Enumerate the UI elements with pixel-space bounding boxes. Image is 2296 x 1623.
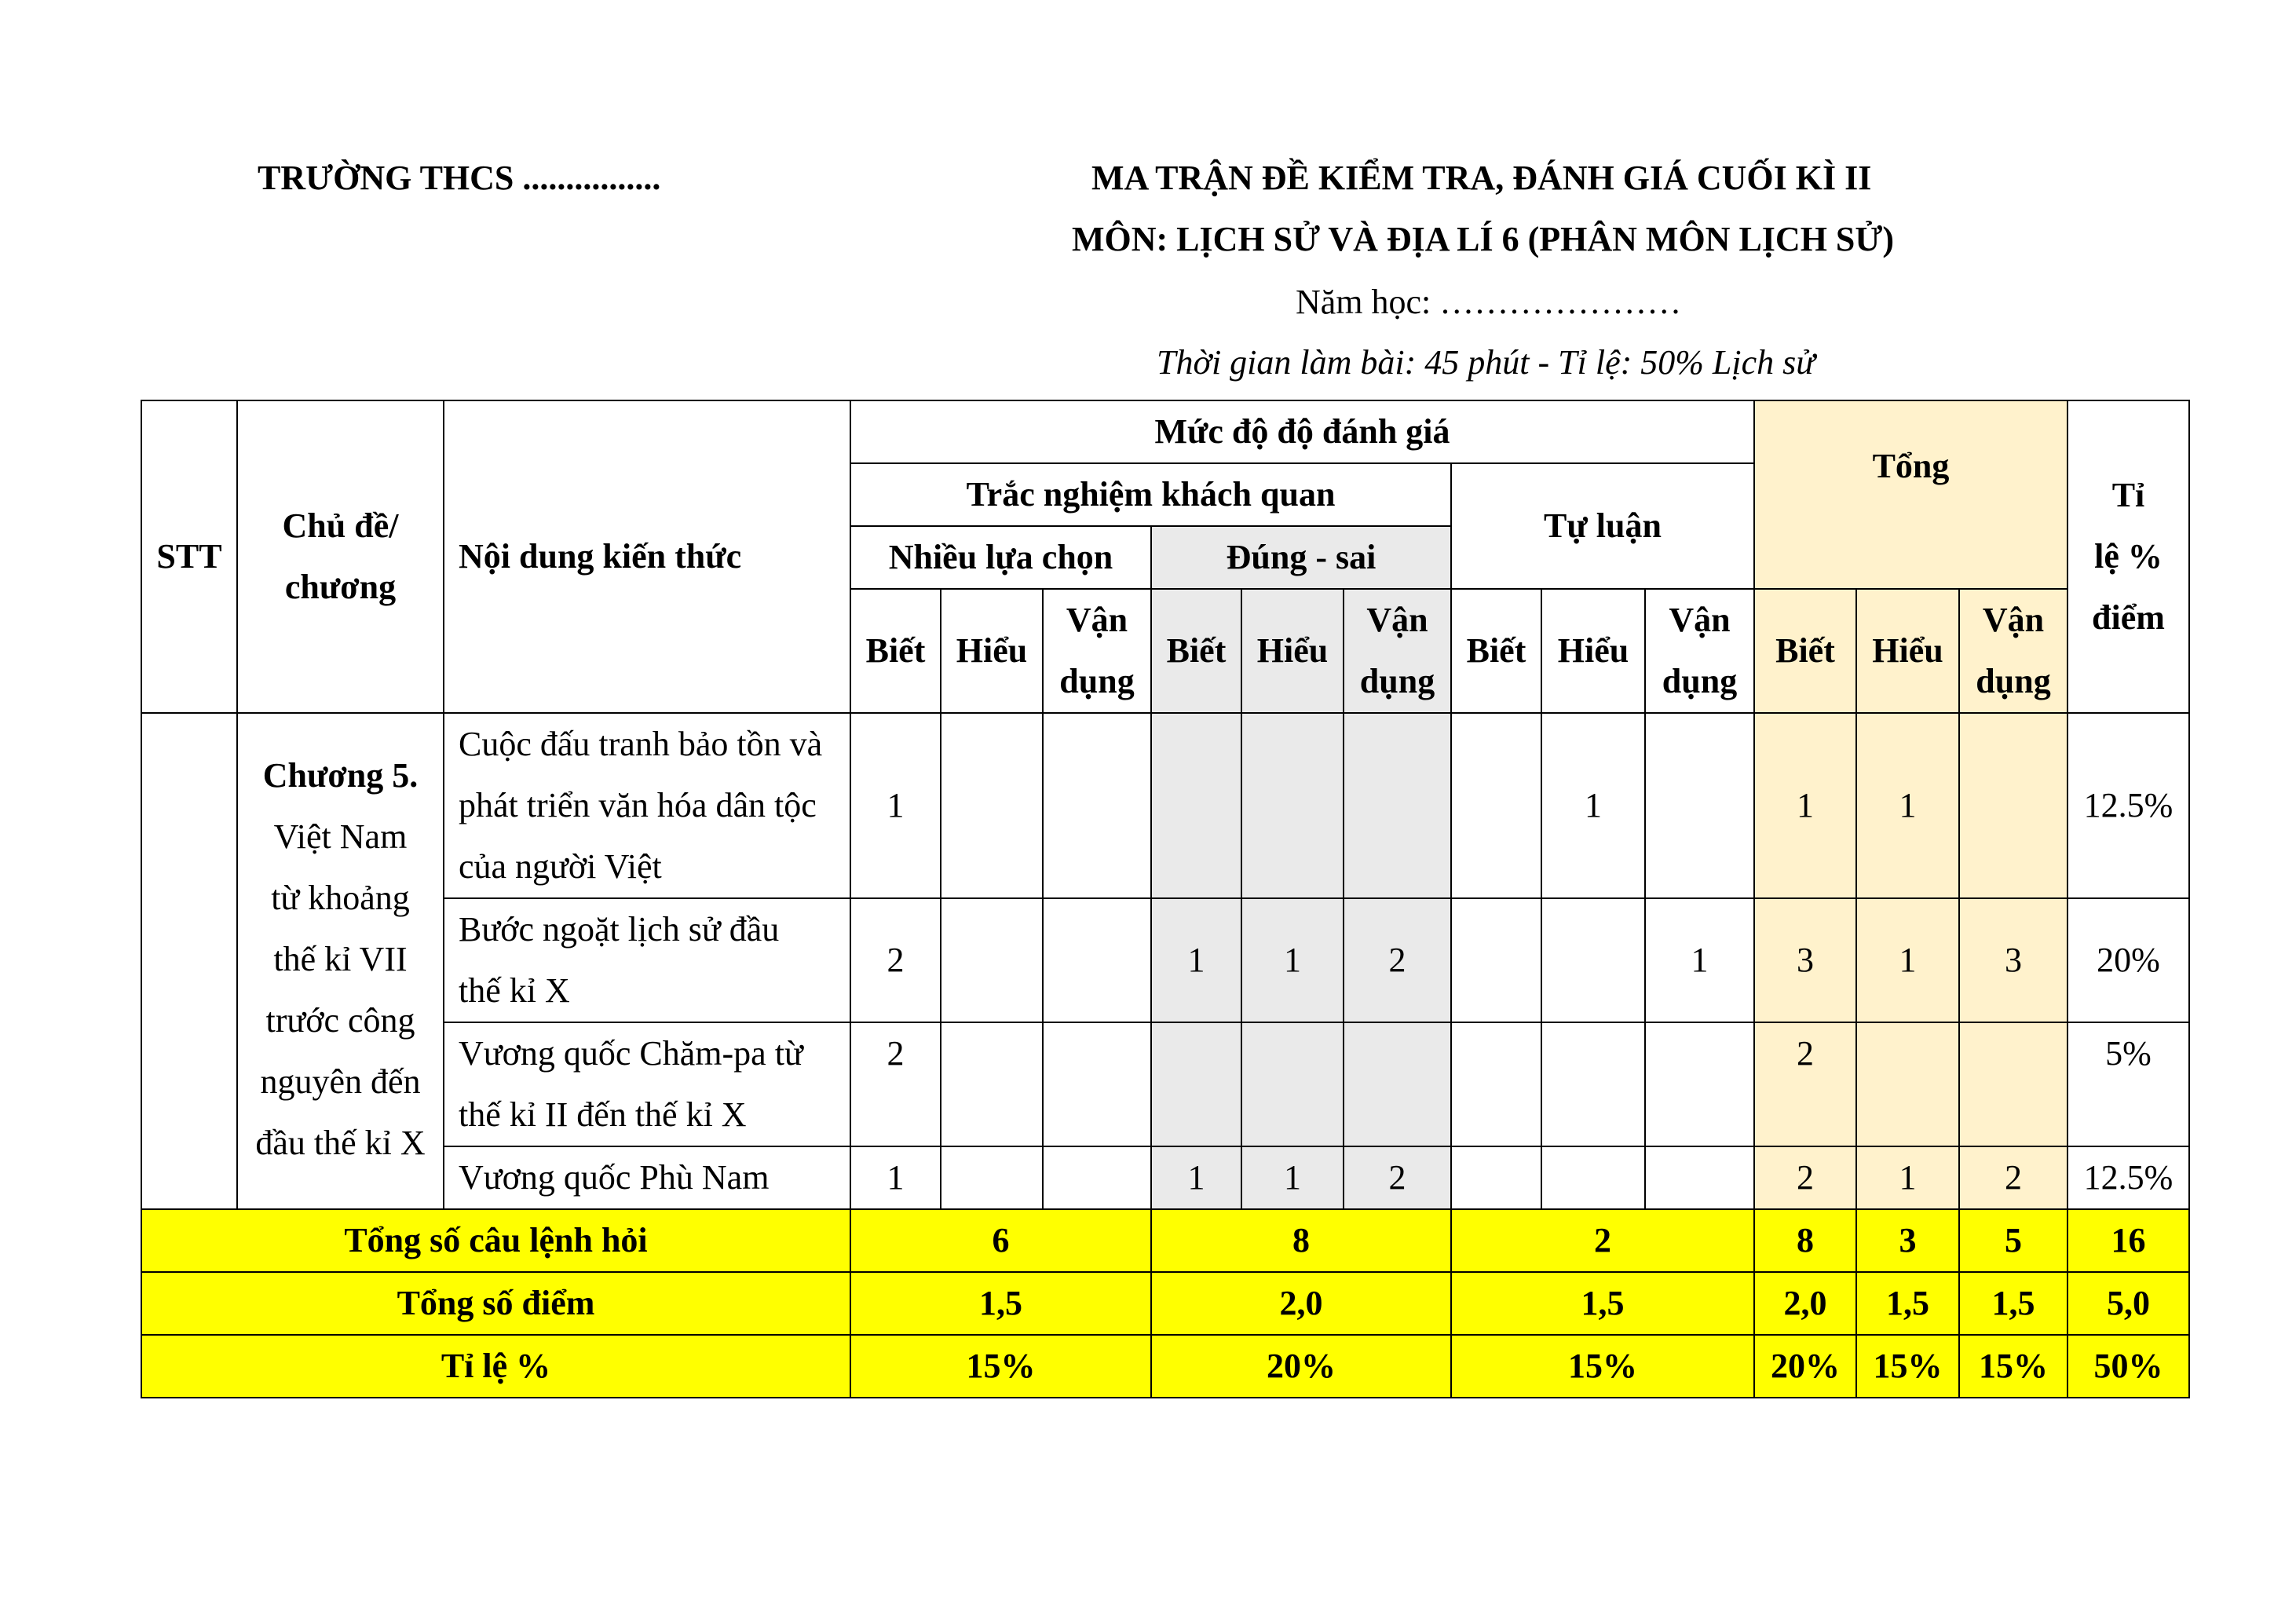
value-cell [1451,1022,1541,1146]
total-cell: 3 [1754,898,1856,1022]
summary-value: 15% [1959,1335,2067,1398]
total-cell: 1 [1856,898,1959,1022]
total-cell [1856,1022,1959,1146]
percent-cell: 12.5% [2067,713,2189,898]
time-note: Thời gian làm bài: 45 phút - Tỉ lệ: 50% Lịch sử [1157,343,1815,382]
value-cell: 1 [1541,713,1645,898]
total-cell: 1 [1856,1146,1959,1209]
total-cell: 1 [1856,713,1959,898]
value-cell [1541,898,1645,1022]
summary-value: 20% [1151,1335,1451,1398]
value-cell: 1 [1645,898,1754,1022]
value-cell: 2 [1344,898,1451,1022]
value-cell [1151,1022,1241,1146]
stt-cell [141,713,237,1209]
summary-value: 1,5 [850,1272,1151,1335]
total-cell [1959,1022,2067,1146]
summary-value: 3 [1856,1209,1959,1272]
value-cell [1451,898,1541,1022]
summary-row-points [141,1272,2189,1335]
value-cell: 1 [1151,1146,1241,1209]
value-cell: 1 [1241,1146,1344,1209]
value-cell: 1 [1151,898,1241,1022]
summary-label: Tổng số điểm [141,1272,850,1335]
summary-value: 5 [1959,1209,2067,1272]
header-level-apply: Vận dụng [1645,589,1754,713]
header-assessment-level: Mức độ độ đánh giá [850,400,1754,463]
summary-value: 15% [850,1335,1151,1398]
value-cell [1451,1146,1541,1209]
header-level-apply: Vận dụng [1344,589,1451,713]
value-cell [1645,1146,1754,1209]
value-cell [941,713,1043,898]
summary-value: 2 [1451,1209,1754,1272]
table-row [141,1022,2189,1146]
value-cell [1451,713,1541,898]
total-cell: 2 [1959,1146,2067,1209]
content-cell: Cuộc đấu tranh bảo tồn và phát triển văn hóa dân tộc của người Việt [444,713,850,898]
value-cell [1645,713,1754,898]
table-row [141,898,2189,1022]
header-multiple-choice: Nhiều lựa chọn [850,526,1151,589]
summary-value: 1,5 [1959,1272,2067,1335]
value-cell [941,898,1043,1022]
header-level-know: Biết [1151,589,1241,713]
summary-row-question-count [141,1209,2189,1272]
header-level-apply: Vận dụng [1959,589,2067,713]
value-cell [1344,1022,1451,1146]
summary-value: 15% [1856,1335,1959,1398]
document-title: MA TRẬN ĐỀ KIỂM TRA, ĐÁNH GIÁ CUỐI KÌ II [1091,159,1872,197]
value-cell [1344,713,1451,898]
summary-row-percent [141,1335,2189,1398]
summary-value: 1,5 [1451,1272,1754,1335]
summary-value: 8 [1151,1209,1451,1272]
header-topic: Chủ đề/ chương [237,400,444,713]
header-essay: Tự luận [1451,463,1754,589]
header-stt: STT [141,400,237,713]
value-cell [1151,713,1241,898]
content-cell: Vương quốc Phù Nam [444,1146,850,1209]
value-cell [1241,1022,1344,1146]
header-level-understand: Hiểu [1856,589,1959,713]
value-cell [1043,898,1151,1022]
header-level-understand: Hiểu [1241,589,1344,713]
table-row [141,713,2189,898]
header-total: Tổng [1754,400,2067,589]
school-name: TRƯỜNG THCS ................ [258,159,661,197]
value-cell: 2 [850,898,941,1022]
header-level-know: Biết [1451,589,1541,713]
value-cell: 2 [850,1022,941,1146]
total-cell: 1 [1754,713,1856,898]
value-cell [1541,1022,1645,1146]
subject-title: MÔN: LỊCH SỬ VÀ ĐỊA LÍ 6 (PHÂN MÔN LỊCH SỬ) [1072,220,1895,258]
total-cell [1959,713,2067,898]
summary-value: 2,0 [1151,1272,1451,1335]
summary-value: 8 [1754,1209,1856,1272]
header-percent: Tỉ lệ % điểm [2067,400,2189,713]
summary-value: 1,5 [1856,1272,1959,1335]
value-cell [941,1146,1043,1209]
summary-value: 15% [1451,1335,1754,1398]
total-cell: 2 [1754,1146,1856,1209]
header-content: Nội dung kiến thức [444,400,850,713]
header-objective-test: Trắc nghiệm khách quan [850,463,1451,526]
value-cell: 1 [850,1146,941,1209]
value-cell [1645,1022,1754,1146]
value-cell: 1 [1241,898,1344,1022]
summary-value: 2,0 [1754,1272,1856,1335]
header-level-understand: Hiểu [1541,589,1645,713]
assessment-matrix-table [141,400,2190,1398]
value-cell [1043,1022,1151,1146]
summary-value: 50% [2067,1335,2189,1398]
header-level-know: Biết [850,589,941,713]
content-cell: Bước ngoặt lịch sử đầu thế kỉ X [444,898,850,1022]
summary-value: 5,0 [2067,1272,2189,1335]
value-cell: 1 [850,713,941,898]
percent-cell: 20% [2067,898,2189,1022]
header-level-know: Biết [1754,589,1856,713]
content-cell: Vương quốc Chăm-pa từ thế kỉ II đến thế kỉ X [444,1022,850,1146]
school-year: Năm học: ………………… [1296,283,1682,321]
table-row [141,1146,2189,1209]
header-true-false: Đúng - sai [1151,526,1451,589]
total-cell: 2 [1754,1022,1856,1146]
percent-cell: 5% [2067,1022,2189,1146]
summary-value: 6 [850,1209,1151,1272]
total-cell: 3 [1959,898,2067,1022]
summary-label: Tổng số câu lệnh hỏi [141,1209,850,1272]
summary-value: 20% [1754,1335,1856,1398]
value-cell [1241,713,1344,898]
value-cell: 2 [1344,1146,1451,1209]
value-cell [941,1022,1043,1146]
value-cell [1043,713,1151,898]
summary-label: Tỉ lệ % [141,1335,850,1398]
value-cell [1043,1146,1151,1209]
summary-value: 16 [2067,1209,2189,1272]
percent-cell: 12.5% [2067,1146,2189,1209]
chapter-cell: Chương 5. Việt Nam từ khoảng thế kỉ VII trước công nguyên đến đầu thế kỉ X [237,713,444,1209]
header-level-understand: Hiểu [941,589,1043,713]
header-level-apply: Vận dụng [1043,589,1151,713]
value-cell [1541,1146,1645,1209]
